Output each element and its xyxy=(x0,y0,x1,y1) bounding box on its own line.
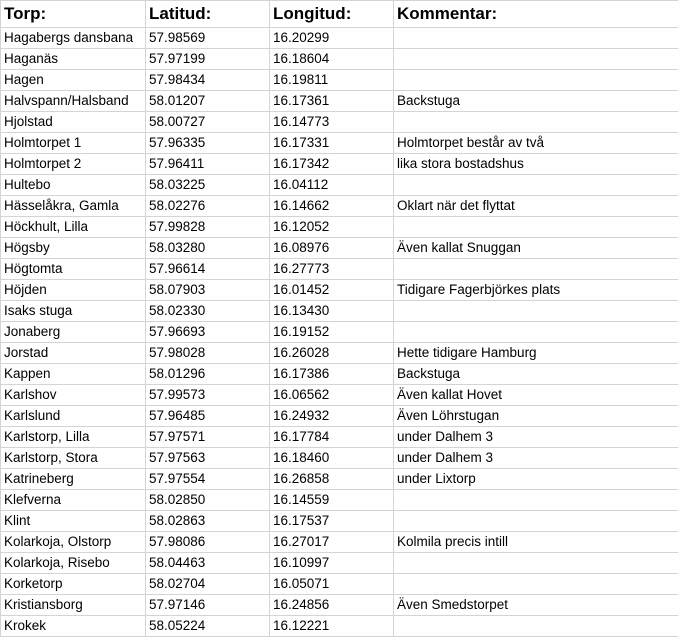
cell-torp[interactable]: Korketorp xyxy=(1,574,146,595)
cell-kommentar[interactable]: Kolmila precis intill xyxy=(394,532,678,553)
cell-longitud[interactable]: 16.17537 xyxy=(270,511,394,532)
cell-latitud[interactable]: 58.02850 xyxy=(146,490,270,511)
table-row xyxy=(1,28,678,49)
cell-longitud[interactable]: 16.13430 xyxy=(270,301,394,322)
cell-latitud[interactable]: 57.98569 xyxy=(146,28,270,49)
cell-torp[interactable]: Jonaberg xyxy=(1,322,146,343)
cell-latitud[interactable]: 57.97571 xyxy=(146,427,270,448)
cell-latitud[interactable]: 57.96335 xyxy=(146,133,270,154)
cell-torp[interactable]: Holmtorpet 1 xyxy=(1,133,146,154)
cell-latitud[interactable]: 57.97563 xyxy=(146,448,270,469)
table-row xyxy=(1,448,678,469)
cell-kommentar[interactable]: Backstuga xyxy=(394,364,678,385)
cell-torp[interactable]: Jorstad xyxy=(1,343,146,364)
table-row xyxy=(1,532,678,553)
cell-latitud[interactable]: 58.00727 xyxy=(146,112,270,133)
cell-longitud[interactable]: 16.26858 xyxy=(270,469,394,490)
table-row xyxy=(1,490,678,511)
cell-longitud[interactable]: 16.27017 xyxy=(270,532,394,553)
cell-longitud[interactable]: 16.17386 xyxy=(270,364,394,385)
cell-torp[interactable]: Hjolstad xyxy=(1,112,146,133)
cell-kommentar[interactable]: Oklart när det flyttat xyxy=(394,196,678,217)
cell-torp[interactable]: Hagen xyxy=(1,70,146,91)
cell-kommentar[interactable]: Även Löhrstugan xyxy=(394,406,678,427)
cell-longitud[interactable]: 16.14773 xyxy=(270,112,394,133)
cell-torp[interactable]: Hultebo xyxy=(1,175,146,196)
cell-latitud[interactable]: 58.02704 xyxy=(146,574,270,595)
table-row xyxy=(1,406,678,427)
table-row xyxy=(1,301,678,322)
cell-longitud[interactable]: 16.17784 xyxy=(270,427,394,448)
cell-longitud[interactable]: 16.08976 xyxy=(270,238,394,259)
cell-kommentar[interactable] xyxy=(394,616,678,637)
cell-longitud[interactable]: 16.14559 xyxy=(270,490,394,511)
cell-torp[interactable]: Halvspann/Halsband xyxy=(1,91,146,112)
table-row xyxy=(1,70,678,91)
table-row xyxy=(1,343,678,364)
cell-torp[interactable]: Isaks stuga xyxy=(1,301,146,322)
cell-torp[interactable]: Kolarkoja, Risebo xyxy=(1,553,146,574)
cell-torp[interactable]: Karlstorp, Stora xyxy=(1,448,146,469)
cell-longitud[interactable]: 16.19811 xyxy=(270,70,394,91)
cell-kommentar[interactable]: Tidigare Fagerbjörkes plats xyxy=(394,280,678,301)
cell-torp[interactable]: Haganäs xyxy=(1,49,146,70)
table-row xyxy=(1,322,678,343)
cell-kommentar[interactable]: Även kallat Snuggan xyxy=(394,238,678,259)
cell-torp[interactable]: Klefverna xyxy=(1,490,146,511)
cell-longitud[interactable]: 16.12052 xyxy=(270,217,394,238)
table-row xyxy=(1,217,678,238)
cell-kommentar[interactable] xyxy=(394,49,678,70)
cell-latitud[interactable]: 57.98086 xyxy=(146,532,270,553)
cell-latitud[interactable]: 57.96614 xyxy=(146,259,270,280)
cell-longitud[interactable]: 16.05071 xyxy=(270,574,394,595)
table-row xyxy=(1,595,678,616)
cell-torp[interactable]: Höjden xyxy=(1,280,146,301)
cell-longitud[interactable]: 16.18604 xyxy=(270,49,394,70)
cell-longitud[interactable]: 16.14662 xyxy=(270,196,394,217)
cell-longitud[interactable]: 16.26028 xyxy=(270,343,394,364)
cell-longitud[interactable]: 16.17361 xyxy=(270,91,394,112)
cell-torp[interactable]: Holmtorpet 2 xyxy=(1,154,146,175)
cell-torp[interactable]: Höckhult, Lilla xyxy=(1,217,146,238)
cell-latitud[interactable]: 57.96485 xyxy=(146,406,270,427)
cell-torp[interactable]: Karlslund xyxy=(1,406,146,427)
cell-latitud[interactable]: 57.97554 xyxy=(146,469,270,490)
cell-latitud[interactable]: 58.03280 xyxy=(146,238,270,259)
table-row xyxy=(1,112,678,133)
cell-kommentar[interactable] xyxy=(394,28,678,49)
cell-longitud[interactable]: 16.12221 xyxy=(270,616,394,637)
cell-longitud[interactable]: 16.01452 xyxy=(270,280,394,301)
table-row xyxy=(1,469,678,490)
header-kommentar[interactable]: Kommentar: xyxy=(394,1,678,28)
cell-kommentar[interactable]: Holmtorpet består av två xyxy=(394,133,678,154)
cell-latitud[interactable]: 57.97199 xyxy=(146,49,270,70)
cell-latitud[interactable]: 58.07903 xyxy=(146,280,270,301)
table-row xyxy=(1,616,678,637)
table-row xyxy=(1,511,678,532)
cell-kommentar[interactable] xyxy=(394,301,678,322)
cell-torp[interactable]: Karlstorp, Lilla xyxy=(1,427,146,448)
cell-torp[interactable]: Katrineberg xyxy=(1,469,146,490)
table-row xyxy=(1,238,678,259)
table-row xyxy=(1,175,678,196)
cell-longitud[interactable]: 16.24932 xyxy=(270,406,394,427)
cell-latitud[interactable]: 57.99828 xyxy=(146,217,270,238)
header-latitud[interactable]: Latitud: xyxy=(146,1,270,28)
cell-torp[interactable]: Klint xyxy=(1,511,146,532)
cell-longitud[interactable]: 16.18460 xyxy=(270,448,394,469)
cell-longitud[interactable]: 16.19152 xyxy=(270,322,394,343)
cell-longitud[interactable]: 16.04112 xyxy=(270,175,394,196)
cell-longitud[interactable]: 16.24856 xyxy=(270,595,394,616)
cell-torp[interactable]: Kristiansborg xyxy=(1,595,146,616)
cell-longitud[interactable]: 16.20299 xyxy=(270,28,394,49)
table-row xyxy=(1,133,678,154)
cell-torp[interactable]: Högsby xyxy=(1,238,146,259)
table-body xyxy=(1,28,678,637)
table-row xyxy=(1,385,678,406)
table-row xyxy=(1,553,678,574)
cell-kommentar[interactable] xyxy=(394,553,678,574)
table-row xyxy=(1,280,678,301)
table-row xyxy=(1,364,678,385)
cell-latitud[interactable]: 58.01207 xyxy=(146,91,270,112)
header-torp[interactable]: Torp: xyxy=(1,1,146,28)
cell-kommentar[interactable]: lika stora bostadshus xyxy=(394,154,678,175)
table-row xyxy=(1,49,678,70)
cell-torp[interactable]: Hässelåkra, Gamla xyxy=(1,196,146,217)
cell-kommentar[interactable]: under Dalhem 3 xyxy=(394,448,678,469)
cell-latitud[interactable]: 57.98434 xyxy=(146,70,270,91)
cell-kommentar[interactable] xyxy=(394,70,678,91)
cell-longitud[interactable]: 16.17342 xyxy=(270,154,394,175)
cell-kommentar[interactable]: under Dalhem 3 xyxy=(394,427,678,448)
cell-longitud[interactable]: 16.10997 xyxy=(270,553,394,574)
cell-kommentar[interactable] xyxy=(394,217,678,238)
cell-torp[interactable]: Karlshov xyxy=(1,385,146,406)
cell-latitud[interactable]: 57.96411 xyxy=(146,154,270,175)
table-row xyxy=(1,154,678,175)
cell-longitud[interactable]: 16.27773 xyxy=(270,259,394,280)
table-row xyxy=(1,196,678,217)
cell-latitud[interactable]: 58.03225 xyxy=(146,175,270,196)
cell-kommentar[interactable] xyxy=(394,112,678,133)
cell-kommentar[interactable]: Hette tidigare Hamburg xyxy=(394,343,678,364)
cell-latitud[interactable]: 57.97146 xyxy=(146,595,270,616)
cell-kommentar[interactable] xyxy=(394,511,678,532)
cell-latitud[interactable]: 58.04463 xyxy=(146,553,270,574)
cell-kommentar[interactable] xyxy=(394,175,678,196)
cell-kommentar[interactable]: Även Smedstorpet xyxy=(394,595,678,616)
cell-kommentar[interactable]: Backstuga xyxy=(394,91,678,112)
cell-kommentar[interactable] xyxy=(394,259,678,280)
cell-torp[interactable]: Krokek xyxy=(1,616,146,637)
table-row xyxy=(1,91,678,112)
cell-latitud[interactable]: 57.96693 xyxy=(146,322,270,343)
cell-latitud[interactable]: 57.99573 xyxy=(146,385,270,406)
table-row xyxy=(1,574,678,595)
table-row xyxy=(1,427,678,448)
cell-latitud[interactable]: 58.01296 xyxy=(146,364,270,385)
header-longitud[interactable]: Longitud: xyxy=(270,1,394,28)
cell-longitud[interactable]: 16.17331 xyxy=(270,133,394,154)
cell-kommentar[interactable] xyxy=(394,574,678,595)
cell-torp[interactable]: Högtomta xyxy=(1,259,146,280)
cell-kommentar[interactable] xyxy=(394,322,678,343)
cell-latitud[interactable]: 58.05224 xyxy=(146,616,270,637)
cell-kommentar[interactable]: Även kallat Hovet xyxy=(394,385,678,406)
table-row xyxy=(1,259,678,280)
header-row xyxy=(1,1,678,28)
cell-latitud[interactable]: 57.98028 xyxy=(146,343,270,364)
cell-latitud[interactable]: 58.02276 xyxy=(146,196,270,217)
cell-kommentar[interactable] xyxy=(394,490,678,511)
cell-torp[interactable]: Hagabergs dansbana xyxy=(1,28,146,49)
cell-torp[interactable]: Kolarkoja, Olstorp xyxy=(1,532,146,553)
cell-latitud[interactable]: 58.02330 xyxy=(146,301,270,322)
cell-torp[interactable]: Kappen xyxy=(1,364,146,385)
cell-longitud[interactable]: 16.06562 xyxy=(270,385,394,406)
cell-latitud[interactable]: 58.02863 xyxy=(146,511,270,532)
cell-kommentar[interactable]: under Lixtorp xyxy=(394,469,678,490)
